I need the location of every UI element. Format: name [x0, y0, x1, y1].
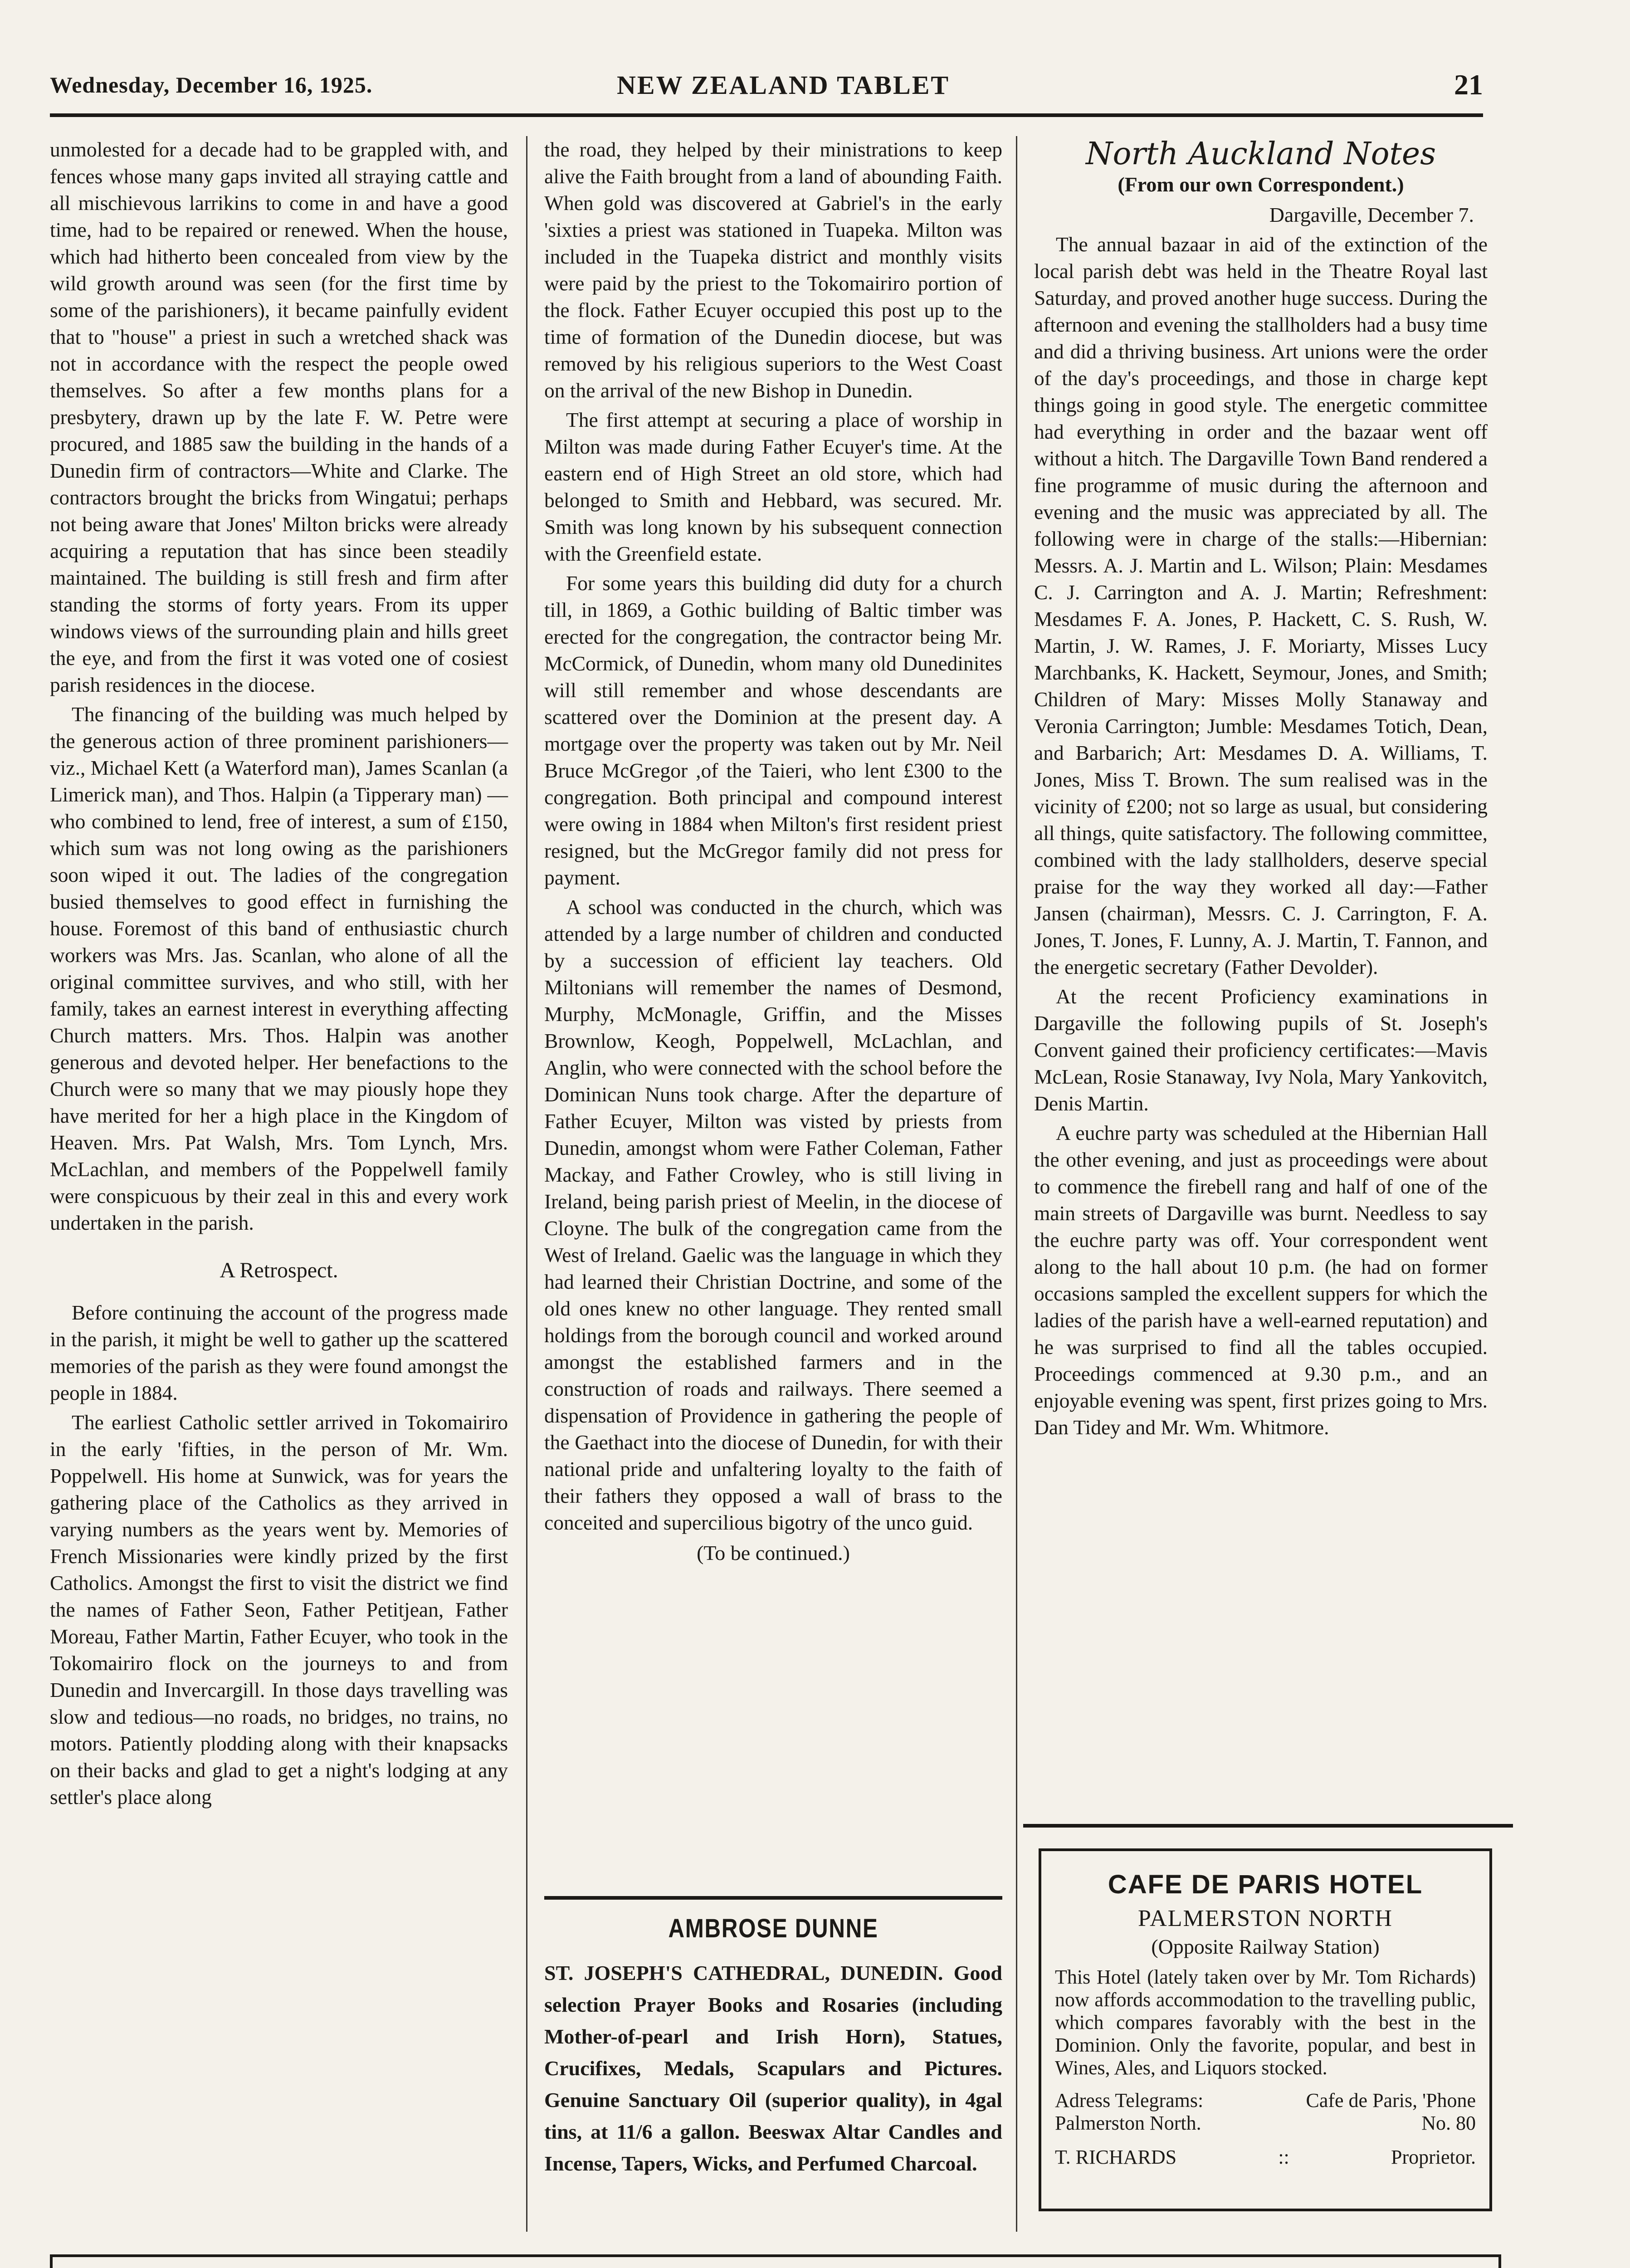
telegram-address-value: Cafe de Paris, 'Phone No. 80 — [1306, 2089, 1476, 2134]
continued-note: (To be continued.) — [697, 1541, 850, 1564]
column-left — [50, 136, 508, 1813]
advert-ambrose-dunne — [544, 1896, 1002, 2180]
article-paragraph: For some years this building did duty for a church till, in 1869, a Gothic building of Baltic timber was erected for the congregation, the contractor being Mr. McCormick, of Dunedin, whom many old Dunedinites will still remember and whose descendants are scattered over the Dominion at the present day. A mortgage over the property was taken out by Mr. Neil Bruce McGregor ,of the Taieri, who lent £300 to the congregation. Both principal and compound interest were owing in 1884 when Milton's first resident priest resigned, but the McGregor family did not press for payment. — [544, 572, 1002, 889]
newspaper-page — [50, 54, 1488, 2268]
article-paragraph: The first attempt at securing a place of worship in Milton was made during Father Ecuyer's time. At the eastern end of High Street an old store, which had belonged to Smith and Hebbard, was secured. Mr. Smith was long known by his subsequent connection with the Greenfield estate. — [544, 408, 1002, 565]
article-paragraph: The annual bazaar in aid of the extinction of the local parish debt was held in the Theatre Royal last Saturday, and proved another huge success. During the afternoon and evening the stallholders had a busy time and did a thriving business. Art unions were the order of the day's proceedings, and those in charge kept things going in good style. The energetic committee had everything in order and the bazaar went off without a hitch. The Dargaville Town Band rendered a fine programme of music during the afternoon and evening and the music was appreciated by all. The following were in charge of the stalls:—Hibernian: Messrs. A. J. Martin and L. Wilson; Plain: Mesdames C. J. Carrington and A. J. Martin; Refreshment: Mesdames F. A. Jones, P. Hackett, C. S. Rush, W. Martin, J. W. Rames, J. F. Moriarty, Misses Lucy Marchbanks, K. Hackett, Seymour, Jones, and Smith; Children of Mary: Misses Molly Stanaway and Veronia Carrington; Jumble: Mesdames Totich, Dean, and Barbarich; Art: Mesdames D. A. Williams, T. Jones, Miss T. Brown. The sum realised was in the vicinity of £200; not so large as usual, but considering all things, quite satisfactory. The following committee, combined with the lady stallholders, deserve special praise for the way they worked all day:—Father Jansen (chairman), Messrs. C. J. Carrington, F. A. Jones, T. Jones, F. Lunny, A. J. Martin, T. Fannon, and the energetic secretary (Father Devolder). — [1034, 233, 1488, 978]
advert-rule — [1023, 1824, 1513, 1828]
paper-title: NEW ZEALAND TABLET — [617, 70, 950, 100]
advert-location: (Opposite Railway Station) — [1151, 1935, 1380, 1958]
masthead — [50, 64, 1483, 117]
page-number: 21 — [1454, 68, 1483, 101]
column-right — [1034, 136, 1488, 1443]
dateline: Dargaville, December 7. — [1269, 203, 1474, 226]
advert-title: CAFE DE PARIS HOTEL — [1108, 1870, 1423, 1899]
article-paragraph: A school was conducted in the church, which was attended by a large number of children and conducted by a succession of efficient lay teachers. Old Miltonians will remember the names of Desmond, Murphy, McMonagle, Griffin, and the Misses Brownlow, Keogh, Poppelwell, McLachlan, and Anglin, who were connected with the school before the Dominican Nuns took charge. After the departure of Father Ecuyer, Milton was visted by priests from Dunedin, amongst whom were Father Coleman, Father Mackay, and Father Crowley, who is still living in Ireland, being parish priest of Meelin, in the diocese of Cloyne. The bulk of the congregation came from the West of Ireland. Gaelic was the language in which they had learned their Christian Doctrine, and some of the old ones knew no other language. They rented small holdings from the borough council and worked around amongst the established farmers and in the construction of roads and railways. There seemed a dispensation of Providence in gathering the people of the Gaethact into the diocese of Dunedin, for with their national pride and unfaltering loyalty to the faith of their fathers they opposed a wall of brass to the conceited and supercilious bigotry of the unco guid. — [544, 895, 1002, 1534]
telegram-address-label: Adress Telegrams: Palmerston North. — [1055, 2089, 1204, 2134]
subheading-retrospect: A Retrospect. — [220, 1258, 338, 1282]
advert-description: This Hotel (lately taken over by Mr. Tom Richards) now affords accommodation to the travelling public, which compares favorably with the best in the Dominion. Only the favorite, popular, and best in Wines, Ales, and Liquors stocked. — [1055, 1966, 1476, 2079]
advert-name: AMBROSE DUNNE — [668, 1914, 878, 1943]
article-paragraph: the road, they helped by their ministrations to keep alive the Faith brought from a land of abounding Faith. When gold was discovered at Gabriel's in the early 'sixties a priest was stationed in Tuapeka. Milton was included in the Tuapeka district and monthly visits were paid by the priest to the Tokomairiro portion of the flock. Father Ecuyer occupied this post up to the time of formation of the Dunedin diocese, but was removed by his religious superiors to the West Coast on the arrival of the new Bishop in Dunedin. — [544, 138, 1002, 402]
advert-body: ST. JOSEPH'S CATHEDRAL, DUNEDIN. Good selection Prayer Books and Rosaries (including Mother-of-pearl and Irish Horn), Statues, Crucifixes, Medals, Scapulars and Pictures. Genuine Sanctuary Oil (superior quality), in 4gal tins, at 11/6 a gallon. Beeswax Altar Candles and Incense, Tapers, Wicks, and Perfumed Charcoal. — [544, 1961, 1002, 2175]
proprietor-title: Proprietor. — [1391, 2146, 1476, 2168]
article-paragraph: A euchre party was scheduled at the Hibernian Hall the other evening, and just as proceedings were about to commence the firebell rang and half of one of the main streets of Dargaville was burnt. Needless to say the euchre party was off. Your correspondent went along to the hall about 10 p.m. (he had on former occasions sampled the excellent suppers for which the ladies of the parish have a well-earned reputation) and he was surprised to find all the tables occupied. Proceedings commenced at 9.30 p.m., and an enjoyable evening was spent, first prizes going to Mrs. Dan Tidey and Mr. Wm. Whitmore. — [1034, 1121, 1488, 1439]
column-middle — [544, 136, 1002, 1580]
byline: (From our own Correspondent.) — [1118, 173, 1404, 196]
article-paragraph: unmolested for a decade had to be grappled with, and fences whose many gaps invited all straying cattle and all mischievous larrikins to come in and have a good time, had to be repaired or renewed. When the house, which had hitherto been concealed from view by the wild growth around was seen (for the first time by some of the parishioners), it became painfully evident that to "house" a priest in such a wretched shack was not in accordance with the respect the people owed themselves. So after a few months plans for a presbytery, drawn up by the late F. W. Petre were procured, and 1885 saw the building in the hands of a Dunedin firm of contractors—White and Clarke. The contractors brought the bricks from Wingatui; perhaps not being aware that Jones' Milton bricks were already acquiring a reputation that has since been steadily maintained. The building is still fresh and firm after standing the storms of forty years. From its upper windows views of the surrounding plain and hills greet the eye, and from the first it was voted one of cosiest parish residences in the diocese. — [50, 138, 508, 696]
advert-cafe-de-paris — [1039, 1848, 1492, 2211]
separator: :: — [1278, 2146, 1289, 2168]
advert-rule — [544, 1896, 1002, 1900]
article-paragraph: At the recent Proficiency examinations in Dargaville the following pupils of St. Joseph's Convent gained their proficiency certificates:—Mavis McLean, Rosie Stanaway, Ivy Nola, Mary Yankovitch, Denis Martin. — [1034, 985, 1488, 1115]
column-divider — [526, 136, 527, 2232]
article-heading: North Auckland Notes — [1085, 136, 1436, 172]
article-paragraph: The earliest Catholic settler arrived in Tokomairiro in the early 'fifties, in the person of Mr. Wm. Poppelwell. His home at Sunwick, was for years the gathering place of the Catholics as they arrived in varying numbers as the years went by. Memories of French Missionaries were kindly prized by the first Catholics. Amongst the first to visit the district we find the names of Father Seon, Father Petitjean, Father Moreau, Father Martin, Father Ecuyer, who took in the Tokomairiro flock on the journeys to and from Dunedin and Invercargill. In those days travelling was slow and tedious—no roads, no bridges, no trains, no motors. Patiently plodding along with their knapsacks on their backs and glad to get a night's lodging at any settler's place along — [50, 1411, 508, 1809]
advert-banner — [50, 2254, 1501, 2268]
advert-address — [1055, 2089, 1476, 2135]
article-paragraph: Before continuing the account of the progress made in the parish, it might be well to gather up the scattered memories of the parish as they were found amongst the people in 1884. — [50, 1301, 508, 1404]
column-divider — [1016, 136, 1017, 2232]
issue-date: Wednesday, December 16, 1925. — [50, 72, 373, 98]
article-paragraph: The financing of the building was much helped by the generous action of three prominent parishioners—viz., Michael Kett (a Waterford man), James Scanlan (a Limerick man), and Thos. Halpin (a Tipperary man) —who combined to lend, free of interest, a sum of £150, which sum was not long owing as the parishioners soon wiped it out. The ladies of the congregation busied themselves to good effect in furnishing the house. Foremost of this band of enthusiastic church workers was Mrs. Jas. Scanlan, who alone of all the original committee survives, and who still, with her family, takes an earnest interest in everything affecting Church matters. Mrs. Thos. Halpin was another generous and devoted helper. Her benefactions to the Church were so many that we may piously hope they have merited for her a high place in the Kingdom of Heaven. Mrs. Pat Walsh, Mrs. Tom Lynch, Mrs. McLachlan, and members of the Poppelwell family were conspicuous by their zeal in this and every work undertaken in the parish. — [50, 703, 508, 1234]
proprietor-name: T. RICHARDS — [1055, 2146, 1177, 2168]
advert-town: PALMERSTON NORTH — [1138, 1906, 1393, 1931]
advert-proprietor — [1055, 2146, 1476, 2169]
